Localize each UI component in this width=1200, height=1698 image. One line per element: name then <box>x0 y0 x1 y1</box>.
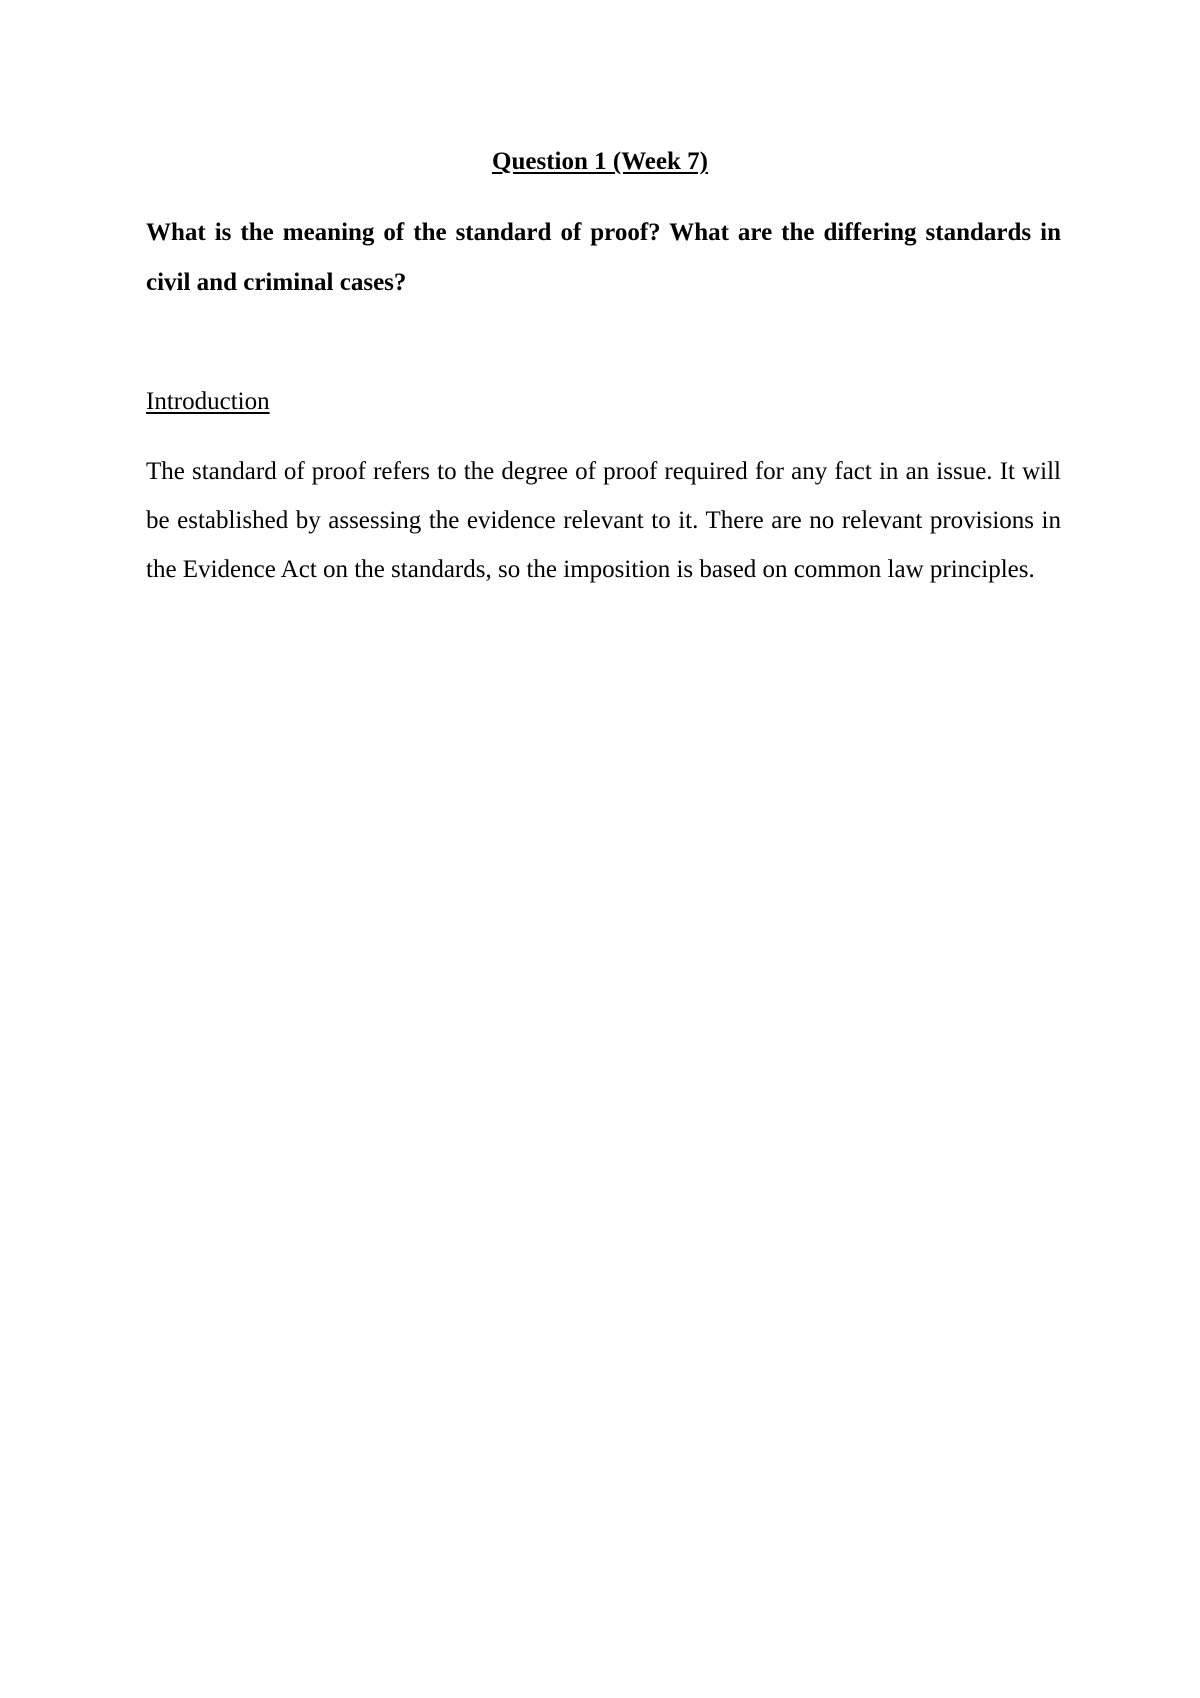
question-text: What is the meaning of the standard of proof? What are the differing standards in civil and criminal cases? <box>146 219 1061 296</box>
section-heading-introduction: Introduction <box>146 388 270 415</box>
document-title: Question 1 (Week 7) <box>492 148 708 175</box>
section-body-introduction: The standard of proof refers to the degree of proof required for any fact in an issue. It will be established by assessing the evidence relevant to it. There are no relevant provisions in the Evidence Act on the standards, so the imposition is based on common law principles. <box>146 458 1061 583</box>
